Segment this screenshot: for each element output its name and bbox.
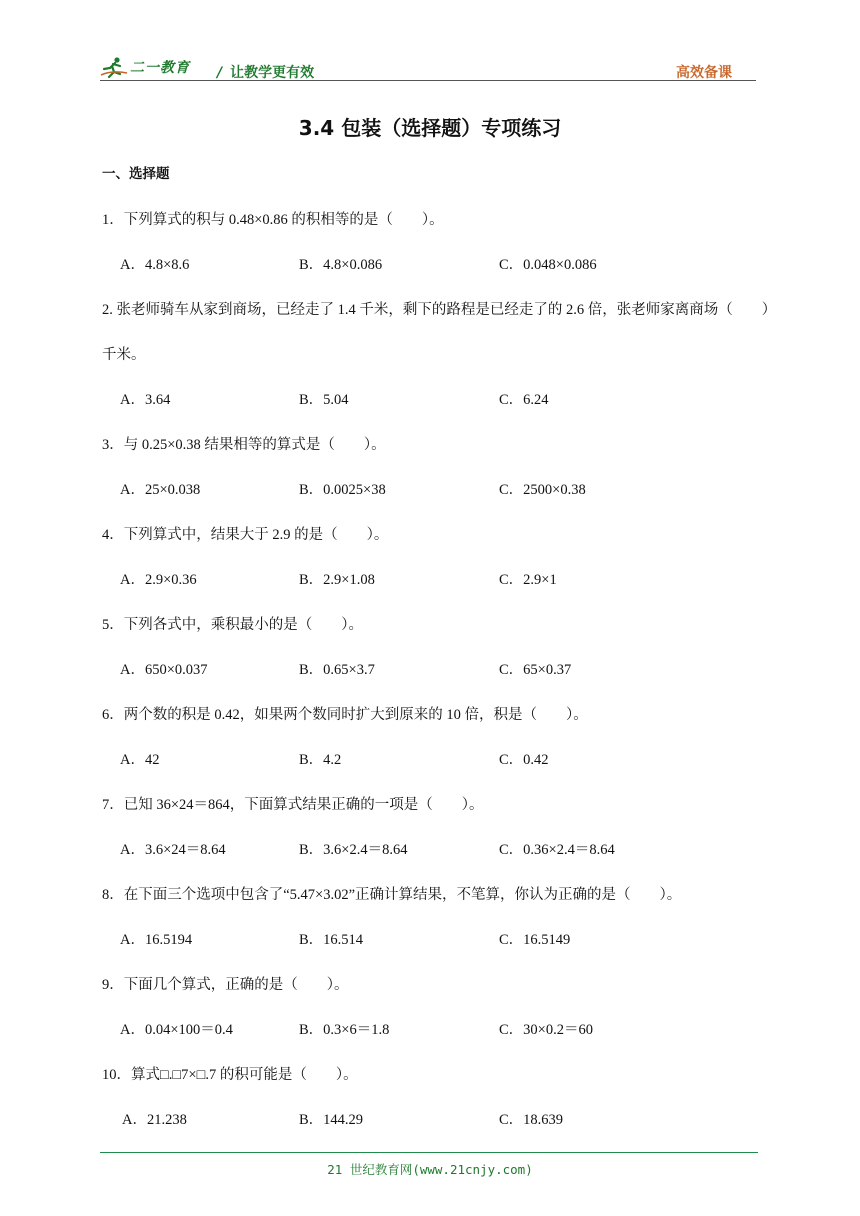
footer-divider [100, 1152, 758, 1153]
answer-option[interactable]: B．4.2 [299, 752, 342, 768]
question-stem: 3．与 0.25×0.38 结果相等的算式是（ ）。 [102, 437, 386, 453]
answer-option[interactable]: C．0.36×2.4＝8.64 [499, 842, 615, 858]
answer-option[interactable]: A．25×0.038 [120, 482, 201, 498]
logo [100, 56, 190, 78]
answer-option[interactable]: A．2.9×0.36 [120, 572, 197, 588]
answer-option[interactable]: B．5.04 [299, 392, 349, 408]
answer-option[interactable]: B．4.8×0.086 [299, 257, 383, 273]
runner-logo-icon [100, 56, 128, 78]
answer-option[interactable]: C．6.24 [499, 392, 549, 408]
answer-option[interactable]: C．16.5149 [499, 932, 571, 948]
header-divider [100, 80, 756, 81]
answer-option[interactable]: B．2.9×1.08 [299, 572, 375, 588]
brand-label: 高效备课 [676, 65, 732, 81]
answer-option[interactable]: A．3.6×24＝8.64 [120, 842, 226, 858]
page-header [100, 52, 758, 82]
question-stem: 2. 张老师骑车从家到商场，已经走了 1.4 千米，剩下的路程是已经走了的 2.6 倍，张老师家离商场（ ） [102, 302, 777, 318]
question-stem: 4．下列算式中，结果大于 2.9 的是（ ）。 [102, 527, 389, 543]
answer-option[interactable]: C．18.639 [499, 1112, 564, 1128]
answer-option[interactable]: B．3.6×2.4＝8.64 [299, 842, 408, 858]
answer-option[interactable]: A．16.5194 [120, 932, 193, 948]
question-stem: 7．已知 36×24＝864，下面算式结果正确的一项是（ ）。 [102, 797, 484, 813]
answer-option[interactable]: A．0.04×100＝0.4 [120, 1022, 233, 1038]
answer-option[interactable]: C．2.9×1 [499, 572, 557, 588]
answer-option[interactable]: A．42 [120, 752, 160, 768]
question-stem: 10．算式□.□7×□.7 的积可能是（ ）。 [102, 1067, 358, 1083]
answer-option[interactable]: C．65×0.37 [499, 662, 572, 678]
answer-option[interactable]: C．0.048×0.086 [499, 257, 597, 273]
page-title: 3.4 包装（选择题）专项练习 [298, 116, 562, 140]
slogan-text: 让教学更有效 [230, 65, 315, 81]
answer-option[interactable]: C．30×0.2＝60 [499, 1022, 593, 1038]
answer-option[interactable]: A．650×0.037 [120, 662, 208, 678]
question-stem-continued: 千米。 [102, 347, 146, 363]
question-stem: 8．在下面三个选项中包含了“5.47×3.02”正确计算结果，不笔算，你认为正确的是（ ）。 [102, 887, 682, 903]
answer-option[interactable]: A．3.64 [120, 392, 171, 408]
logo-text: 二一教育 [130, 60, 190, 76]
question-stem: 6．两个数的积是 0.42，如果两个数同时扩大到原来的 10 倍，积是（ ）。 [102, 707, 588, 723]
answer-option[interactable]: B．144.29 [299, 1112, 364, 1128]
answer-option[interactable]: A．4.8×8.6 [120, 257, 190, 273]
slogan: / 让教学更有效 [217, 65, 315, 81]
question-stem: 1．下列算式的积与 0.48×0.86 的积相等的是（ ）。 [102, 212, 444, 228]
question-stem: 5．下列各式中，乘积最小的是（ ）。 [102, 617, 363, 633]
answer-option[interactable]: B．16.514 [299, 932, 364, 948]
answer-option[interactable]: C．0.42 [499, 752, 549, 768]
answer-option[interactable]: A．21.238 [122, 1112, 187, 1128]
question-stem: 9．下面几个算式，正确的是（ ）。 [102, 977, 349, 993]
page-footer: 21 世纪教育网(www.21cnjy.com) [327, 1162, 533, 1177]
answer-option[interactable]: C．2500×0.38 [499, 482, 586, 498]
section-heading: 一、选择题 [102, 166, 170, 182]
answer-option[interactable]: B．0.3×6＝1.8 [299, 1022, 390, 1038]
answer-option[interactable]: B．0.65×3.7 [299, 662, 375, 678]
answer-option[interactable]: B．0.0025×38 [299, 482, 386, 498]
